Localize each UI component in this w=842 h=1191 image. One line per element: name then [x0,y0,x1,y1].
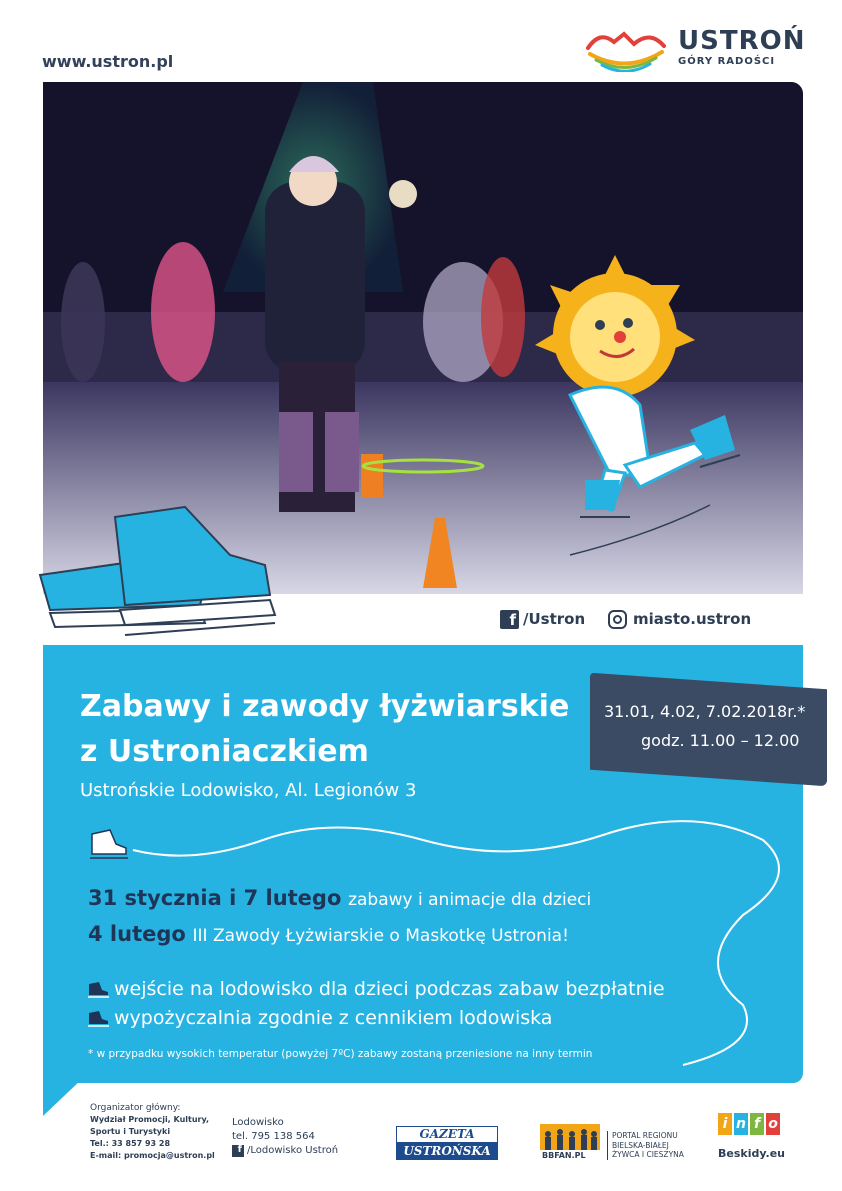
program-line-2-text: III Zawody Łyżwiarskie o Maskotkę Ustronia! [192,926,569,946]
ice-skate-icon [86,1008,110,1028]
event-dates: 31.01, 4.02, 7.02.2018r.* [604,702,806,721]
instagram-handle: miasto.ustron [633,610,752,628]
date-box [590,673,827,787]
weather-note: * w przypadku wysokich temperatur (powyżej 7ºC) zabawy zostaną przeniesione na inny termin [88,1048,593,1060]
info-letter: i [718,1113,732,1135]
bbfan-label: BBFAN.PL [542,1151,586,1160]
ice-skate-icon [86,826,130,862]
info-letter: f [750,1113,764,1135]
program-line-2-date: 4 lutego [88,922,186,946]
bbfan-logo [540,1124,600,1160]
bullet-text: wejście na lodowisko dla dzieci podczas zabaw bezpłatnie [114,978,665,1000]
bullet-item [86,978,665,1000]
logo-tagline: GÓRY RADOŚCI [678,56,776,67]
info-beskidy-logo [718,1113,785,1173]
organizer-line: Sportu i Turystyki [90,1127,171,1136]
event-title-line2: z Ustroniaczkiem [80,734,369,769]
gazeta-logo-bottom: USTROŃSKA [396,1143,498,1160]
organizer-line: Wydział Promocji, Kultury, [90,1115,210,1124]
info-site: Beskidy.eu [718,1147,785,1160]
info-letter: o [766,1113,780,1135]
facebook-icon: f [232,1145,244,1157]
program-line-1 [88,886,591,910]
instagram-link[interactable] [608,608,751,630]
rink-facebook-handle: /Lodowisko Ustroń [247,1145,339,1156]
ice-skate-icon [86,979,110,999]
event-title-line1: Zabawy i zawody łyżwiarskie [80,689,570,724]
gazeta-logo-top: GAZETA [396,1126,498,1143]
event-venue: Ustrońskie Lodowisko, Al. Legionów 3 [80,780,417,801]
logo-wordmark: USTROŃ [678,26,806,56]
info-letter: n [734,1113,748,1135]
facebook-handle: /Ustron [523,610,586,628]
rink-facebook-link[interactable] [232,1144,338,1158]
program-line-1-dates: 31 stycznia i 7 lutego [88,886,342,910]
rink-phone: tel. 795 138 564 [232,1131,315,1142]
event-title [80,684,569,774]
website-url[interactable]: www.ustron.pl [42,52,174,71]
instagram-icon [608,610,627,629]
organizer-info [90,1102,215,1162]
facebook-link[interactable] [500,608,585,630]
program-line-2 [88,922,569,946]
portal-line: PORTAL REGIONU [612,1131,678,1140]
skate-track-line [43,815,803,1085]
portal-regionu-text [607,1131,684,1160]
event-hours: godz. 11.00 – 12.00 [641,731,800,750]
rink-contact [232,1116,338,1158]
ustron-logo [580,22,810,74]
program-line-1-text: zabawy i animacje dla dzieci [348,890,592,910]
bbfan-crowd-icon [540,1124,600,1150]
portal-line: BIELSKA-BIAŁEJ [612,1140,669,1150]
ustron-logo-mark-icon [580,22,670,72]
gazeta-ustronska-logo [396,1126,498,1160]
organizer-phone: Tel.: 33 857 93 28 [90,1139,171,1148]
organizer-title: Organizator główny: [90,1103,181,1113]
rink-title: Lodowisko [232,1117,284,1128]
info-letters [718,1113,782,1135]
bullet-text: wypożyczalnia zgodnie z cennikiem lodowiska [114,1007,553,1029]
portal-line: ŻYWCA I CIESZYNA [612,1150,684,1159]
organizer-email[interactable]: E-mail: promocja@ustron.pl [90,1151,215,1160]
bullet-item [86,1007,552,1029]
mascot-ustroniaczek [530,255,760,600]
ice-skates-illustration [30,495,290,670]
facebook-icon: f [500,610,519,629]
